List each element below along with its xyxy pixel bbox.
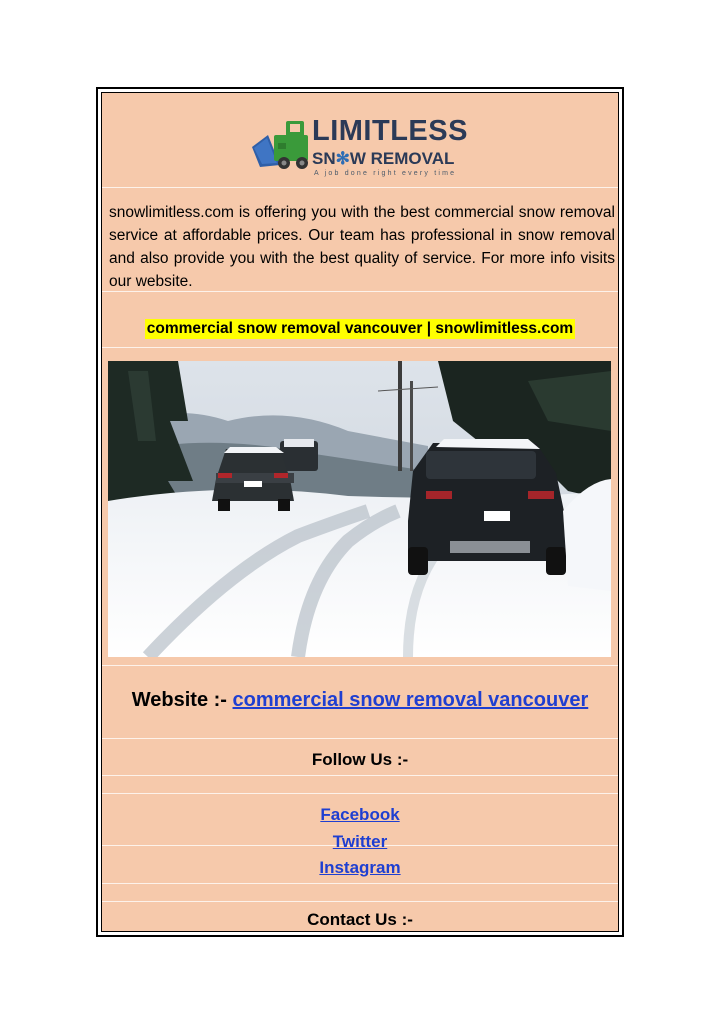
social-links — [102, 802, 618, 882]
instagram-link[interactable]: Instagram — [319, 858, 401, 877]
highlighted-keyword-link[interactable]: commercial snow removal vancouver | snowlimitless.com — [146, 320, 574, 337]
twitter-link[interactable]: Twitter — [332, 831, 388, 851]
website-link[interactable]: commercial snow removal vancouver — [232, 689, 589, 711]
divider — [102, 793, 618, 794]
facebook-link[interactable]: Facebook — [320, 805, 400, 824]
follow-us-heading: Follow Us :- — [311, 750, 409, 769]
snow-plow-truck-icon — [250, 113, 312, 175]
page-content — [101, 92, 619, 932]
logo-title: LIMITLESS — [312, 115, 468, 147]
contact-us-heading: Contact Us :- — [307, 910, 413, 929]
website-line — [102, 689, 618, 712]
logo-tagline: A job done right every time — [314, 170, 457, 177]
snowflake-icon: ✻ — [335, 149, 350, 168]
company-logo[interactable] — [250, 113, 480, 175]
divider — [102, 347, 618, 348]
divider — [102, 901, 618, 902]
divider — [102, 187, 618, 188]
logo-subtitle-part1: SN — [312, 149, 336, 168]
divider — [102, 775, 618, 776]
intro-paragraph: snowlimitless.com is offering you with the best commercial snow removal service at affordable prices. Our team has professional in snow removal and also provide you with the best quality of service. For more info visits our website. — [109, 204, 615, 290]
logo-subtitle — [312, 149, 454, 169]
divider — [102, 738, 618, 739]
highlight-row — [102, 319, 618, 339]
snowy-road-cars-photo — [108, 361, 611, 657]
divider — [102, 665, 618, 666]
website-label: Website :- — [131, 689, 233, 711]
logo-subtitle-part2: W REMOVAL — [349, 149, 455, 168]
page-frame — [96, 87, 624, 937]
divider — [102, 883, 618, 884]
